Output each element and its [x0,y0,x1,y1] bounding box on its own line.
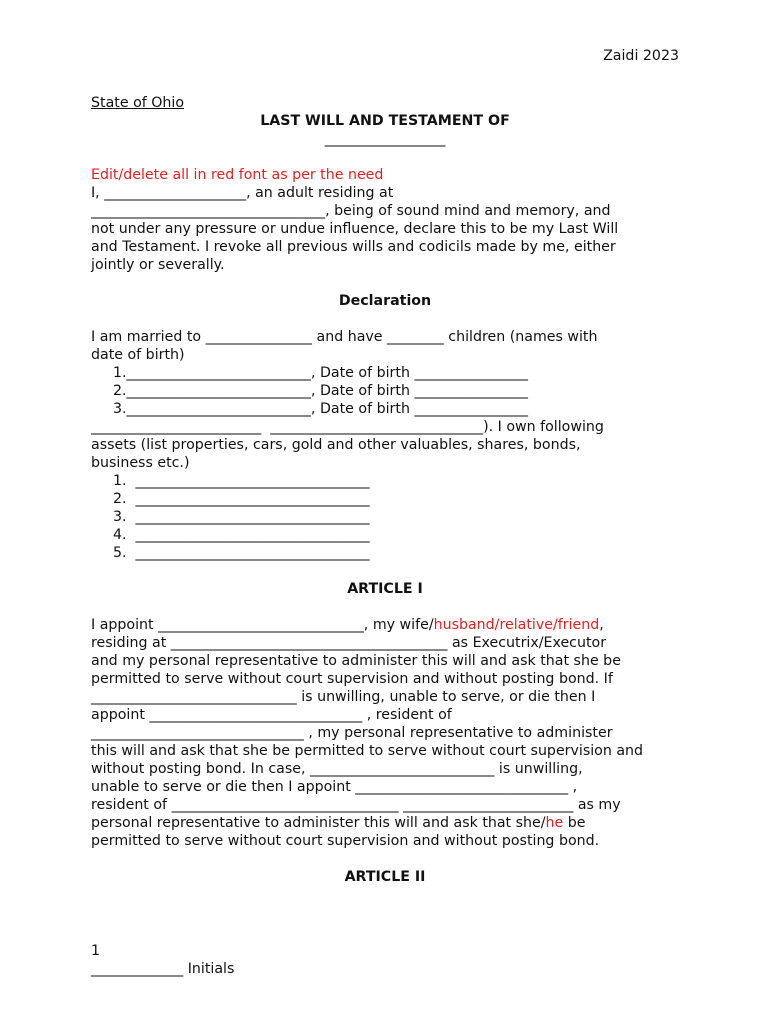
asset-entry: 3. _________________________________ [113,509,370,525]
article-1-line: without posting bond. In case, __________________________ is unwilling, [91,761,583,777]
article-2-heading: ARTICLE II [344,869,426,885]
article-1-line: and my personal representative to administer this will and ask that she be [91,653,621,669]
article-1-line: permitted to serve without court supervision and without posting bond. [91,833,600,849]
article-1-text: , [599,617,604,633]
article-1-red-options: husband/relative/friend [433,617,600,633]
article-1-line: permitted to serve without court supervision and without posting bond. If [91,671,613,687]
edit-instruction-note: Edit/delete all in red font as per the need [91,167,384,183]
asset-entry: 4. _________________________________ [113,527,370,543]
article-1-line: residing at _______________________________________ as Executrix/Executor [91,635,607,651]
document-title: LAST WILL AND TESTAMENT OF [260,113,510,129]
assets-intro-line: ________________________ ______________________________). I own following [91,419,604,435]
header-author-year: Zaidi 2023 [603,48,679,64]
declaration-line: date of birth) [91,347,185,363]
article-1-line: _____________________________ is unwilling, unable to serve, or die then I [91,689,596,705]
child-entry: 2.__________________________, Date of birth ________________ [113,383,528,399]
intro-line: _________________________________, being of sound mind and memory, and [91,203,611,219]
declaration-line: I am married to _______________ and have ________ children (names with [91,329,598,345]
child-entry: 1.__________________________, Date of birth ________________ [113,365,528,381]
asset-entry: 5. _________________________________ [113,545,370,561]
page-number: 1 [91,943,101,959]
asset-entry: 1. _________________________________ [113,473,370,489]
article-1-line: appoint ______________________________ , resident of [91,707,452,723]
article-1-line: resident of ________________________________ ________________________ as my [91,797,621,813]
article-1-heading: ARTICLE I [347,581,423,597]
article-1-text: personal representative to administer this will and ask that she/ [91,815,546,831]
intro-line: and Testament. I revoke all previous wills and codicils made by me, either [91,239,616,255]
article-1-text: I appoint _____________________________, my wife/ [91,617,434,633]
assets-intro-line: assets (list properties, cars, gold and other valuables, shares, bonds, [91,437,581,453]
article-1-line [91,616,604,634]
title-name-blank: _________________ [324,131,446,147]
article-1-line [91,814,586,832]
state-label: State of Ohio [91,95,185,111]
article-1-red-pronoun: he [545,815,564,831]
asset-entry: 2. _________________________________ [113,491,370,507]
article-1-text: be [563,815,586,831]
intro-line: jointly or severally. [91,257,225,273]
article-1-line: ______________________________ , my personal representative to administer [91,725,613,741]
article-1-line: unable to serve or die then I appoint ______________________________ , [91,779,578,795]
declaration-heading: Declaration [338,293,432,309]
intro-line: I, ____________________, an adult residing at [91,185,394,201]
article-1-line: this will and ask that she be permitted to serve without court supervision and [91,743,644,759]
initials-line: _____________ Initials [91,961,235,977]
child-entry: 3.__________________________, Date of birth ________________ [113,401,528,417]
assets-intro-line: business etc.) [91,455,190,471]
intro-line: not under any pressure or undue influence, declare this to be my Last Will [91,221,619,237]
